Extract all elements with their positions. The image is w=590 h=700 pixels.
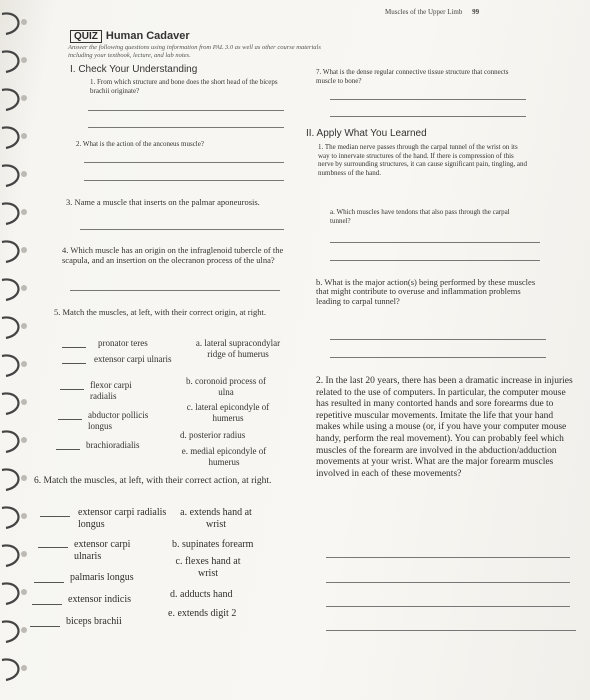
quiz-label: QUIZ: [70, 30, 102, 43]
page-number: 99: [472, 8, 480, 16]
answer-line[interactable]: [330, 357, 546, 358]
question-3: 3. Name a muscle that inserts on the palmar aponeurosis.: [66, 197, 260, 207]
q5-origin: e. medial epicondyle of humerus: [181, 446, 267, 467]
q6-muscle: extensor carpi radialis longus: [78, 507, 167, 530]
answer-line[interactable]: [330, 99, 526, 100]
q6-action: e. extends digit 2: [168, 608, 237, 619]
spiral-binding: [0, 0, 40, 700]
answer-line[interactable]: [84, 162, 284, 163]
answer-line[interactable]: [84, 180, 284, 181]
answer-line[interactable]: [80, 229, 284, 230]
answer-line[interactable]: [326, 557, 570, 558]
q5-origin: d. posterior radius: [180, 430, 246, 440]
q5-muscle: brachioradialis: [86, 440, 140, 450]
match-blank[interactable]: [62, 363, 86, 364]
q5-muscle: flexor carpi radialis: [90, 380, 132, 401]
answer-line[interactable]: [326, 582, 570, 583]
q5-origin: a. lateral supracondylar ridge of humerus: [195, 338, 281, 359]
answer-line[interactable]: [330, 242, 540, 243]
answer-line[interactable]: [326, 606, 570, 607]
match-blank[interactable]: [40, 516, 70, 517]
question-5: 5. Match the muscles, at left, with their correct origin, at right.: [54, 307, 266, 317]
q5-origin: c. lateral epicondyle of humerus: [186, 402, 270, 423]
answer-line[interactable]: [330, 260, 540, 261]
question-1: 1. From which structure and bone does the short head of the biceps brachii originate?: [90, 78, 278, 95]
apply-question-1a: a. Which muscles have tendons that also pass through the carpal tunnel?: [330, 208, 510, 225]
match-blank[interactable]: [34, 582, 64, 583]
answer-line[interactable]: [70, 290, 280, 291]
section-heading-apply: II. Apply What You Learned: [306, 128, 427, 139]
match-blank[interactable]: [56, 449, 80, 450]
apply-question-1: 1. The median nerve passes through the carpal tunnel of the wrist on its way to innervate structures of the hand. If there is compression of this nerve by surrounding structures, it can cause significant pain, tingling, and numbness of the hand.: [318, 143, 527, 177]
section-heading-check: I. Check Your Understanding: [70, 64, 198, 75]
match-blank[interactable]: [60, 389, 84, 390]
q5-muscle: pronator teres: [98, 338, 148, 348]
apply-question-2: 2. In the last 20 years, there has been a dramatic increase in injuries related to the use of computers. In particular, the computer mouse has resulted in many contorted hands and sore forearms due to repetitive muscular movements. Imitate the life that your hand makes while using a mouse (or, if you have your computer mouse handy, perform the real movement). You can probably feel which muscles of the forearm are involved in the abduction/adduction movements at your wrist. What are the major forearm muscles involved in each of these movements?: [316, 376, 573, 479]
q6-muscle: extensor indicis: [68, 594, 132, 605]
question-2: 2. What is the action of the anconeus muscle?: [76, 140, 204, 148]
q5-origin: b. coronoid process of ulna: [186, 376, 266, 397]
q6-action: a. extends hand at wrist: [180, 507, 252, 530]
running-header: [385, 8, 479, 16]
q6-muscle: palmaris longus: [70, 572, 134, 583]
chapter-title: Muscles of the Upper Limb: [385, 8, 463, 16]
answer-line[interactable]: [88, 110, 284, 111]
q5-muscle: abductor pollicis longus: [88, 410, 149, 431]
question-6: 6. Match the muscles, at left, with their correct action, at right.: [34, 476, 272, 486]
answer-line[interactable]: [330, 116, 526, 117]
match-blank[interactable]: [30, 626, 60, 627]
match-blank[interactable]: [38, 547, 68, 548]
answer-line[interactable]: [330, 339, 546, 340]
match-blank[interactable]: [32, 604, 62, 605]
answer-line[interactable]: [326, 630, 576, 631]
q6-muscle: biceps brachii: [66, 616, 122, 627]
instructions-line-2: including your textbook, lecture, and lab notes.: [68, 52, 191, 59]
q6-action: b. supinates forearm: [172, 539, 254, 550]
match-blank[interactable]: [58, 419, 82, 420]
q6-action: d. adducts hand: [170, 589, 233, 600]
q5-muscle: extensor carpi ulnaris: [94, 354, 172, 364]
quiz-title: Human Cadaver: [105, 30, 190, 42]
instructions-line-1: Answer the following questions using information from PAL 3.0 as well as other course materials: [68, 44, 321, 51]
question-4: 4. Which muscle has an origin on the infraglenoid tubercle of the scapula, and an insertion on the olecranon process of the ulna?: [62, 245, 284, 265]
q6-muscle: extensor carpi ulnaris: [74, 539, 131, 562]
match-blank[interactable]: [62, 347, 86, 348]
quiz-heading: [70, 26, 190, 44]
question-7: 7. What is the dense regular connective tissue structure that connects muscle to bone?: [316, 68, 509, 85]
q6-action: c. flexes hand at wrist: [175, 556, 241, 579]
answer-line[interactable]: [88, 127, 284, 128]
apply-question-1b: b. What is the major action(s) being performed by these muscles that might contribute to overuse and inflammation problems leading to carpal tunnel?: [316, 277, 536, 306]
